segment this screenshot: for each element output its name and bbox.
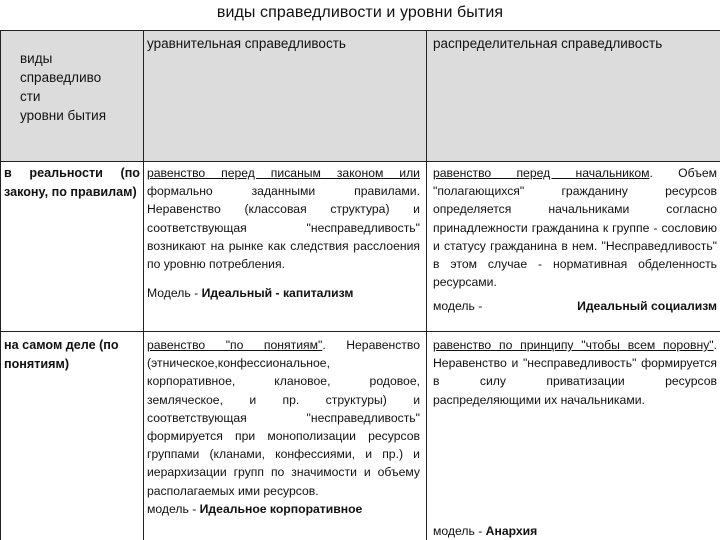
model-line	[433, 297, 717, 315]
row-label-concepts: на самом деле (по понятиям)	[4, 338, 119, 371]
row-label-law: в реальности (по закону, по правилам)	[4, 166, 140, 199]
grid-line	[0, 331, 720, 332]
model-prefix: модель -	[433, 299, 483, 314]
underlined-phrase: равенство перед писаным законом или	[147, 166, 420, 180]
underlined-phrase: равенство перед начальником	[433, 166, 650, 180]
grid-line	[0, 161, 720, 162]
corner-header	[20, 49, 140, 159]
cell-text	[433, 164, 717, 291]
cell-concepts-distributive	[433, 336, 717, 540]
model-prefix: Модель -	[147, 286, 202, 301]
page-title: виды справедливости и уровни бытия	[216, 4, 504, 21]
cell-body: формально заданными правилами. Неравенство (классовая структура) и соответствующая "несправедливость" возникают на рынке как следствия расслоения по уровню потребления.	[147, 184, 420, 272]
grid-line	[0, 30, 1, 540]
cell-law-equalizing	[147, 164, 420, 324]
model-name: Идеальный - капитализм	[201, 286, 354, 301]
grid-line	[143, 30, 144, 540]
corner-line: справедливо	[20, 70, 102, 85]
cell-text	[147, 336, 420, 500]
underlined-phrase: равенство по принципу "чтобы всем поровну"	[433, 338, 714, 352]
column-header-equalizing: уравнительная справедливость	[147, 36, 346, 51]
cell-law-distributive	[433, 164, 717, 324]
corner-line: виды	[20, 51, 53, 66]
corner-line: сти	[20, 89, 41, 104]
model-line	[147, 284, 420, 302]
cell-body: . Объем "полагающихся" гражданину ресурсов определяется начальниками согласно принадлежности гражданина к группе - сословию и статусу гражданина в нем. "Несправедливость" в этом случае - нормативная обделенность ресурсами.	[433, 166, 717, 290]
cell-concepts-equalizing	[147, 336, 420, 540]
model-prefix: модель -	[433, 524, 486, 538]
cell-body: . Неравенство (этническое,конфессиональное, корпоративное, клановое, родовое, земляческое, и пр. структуры) и соответствующая "несправедливость" формируется при монополизации ресурсов группами (кланами, конфессиями, и пр.) и иерархизации групп по значимости и объему располагаемых ими ресурсов.	[147, 338, 420, 498]
model-line	[433, 522, 537, 540]
grid-line	[426, 30, 427, 540]
model-line	[147, 500, 420, 518]
cell-body: . Неравенство и "несправедливость" формируется в силу приватизации ресурсов распределяющими их начальниками.	[433, 338, 717, 407]
underlined-phrase: равенство "по понятиям"	[147, 338, 323, 352]
model-name: Анархия	[485, 524, 538, 538]
model-prefix: модель -	[147, 501, 200, 516]
model-name: Идеальный социализм	[577, 299, 717, 314]
cell-text	[433, 336, 717, 409]
corner-line: уровни бытия	[20, 108, 107, 123]
column-header-distributive: распределительная справедливость	[433, 36, 663, 51]
grid-line	[0, 30, 720, 31]
model-name: Идеальное корпоративное	[199, 501, 363, 516]
cell-text	[147, 164, 420, 273]
